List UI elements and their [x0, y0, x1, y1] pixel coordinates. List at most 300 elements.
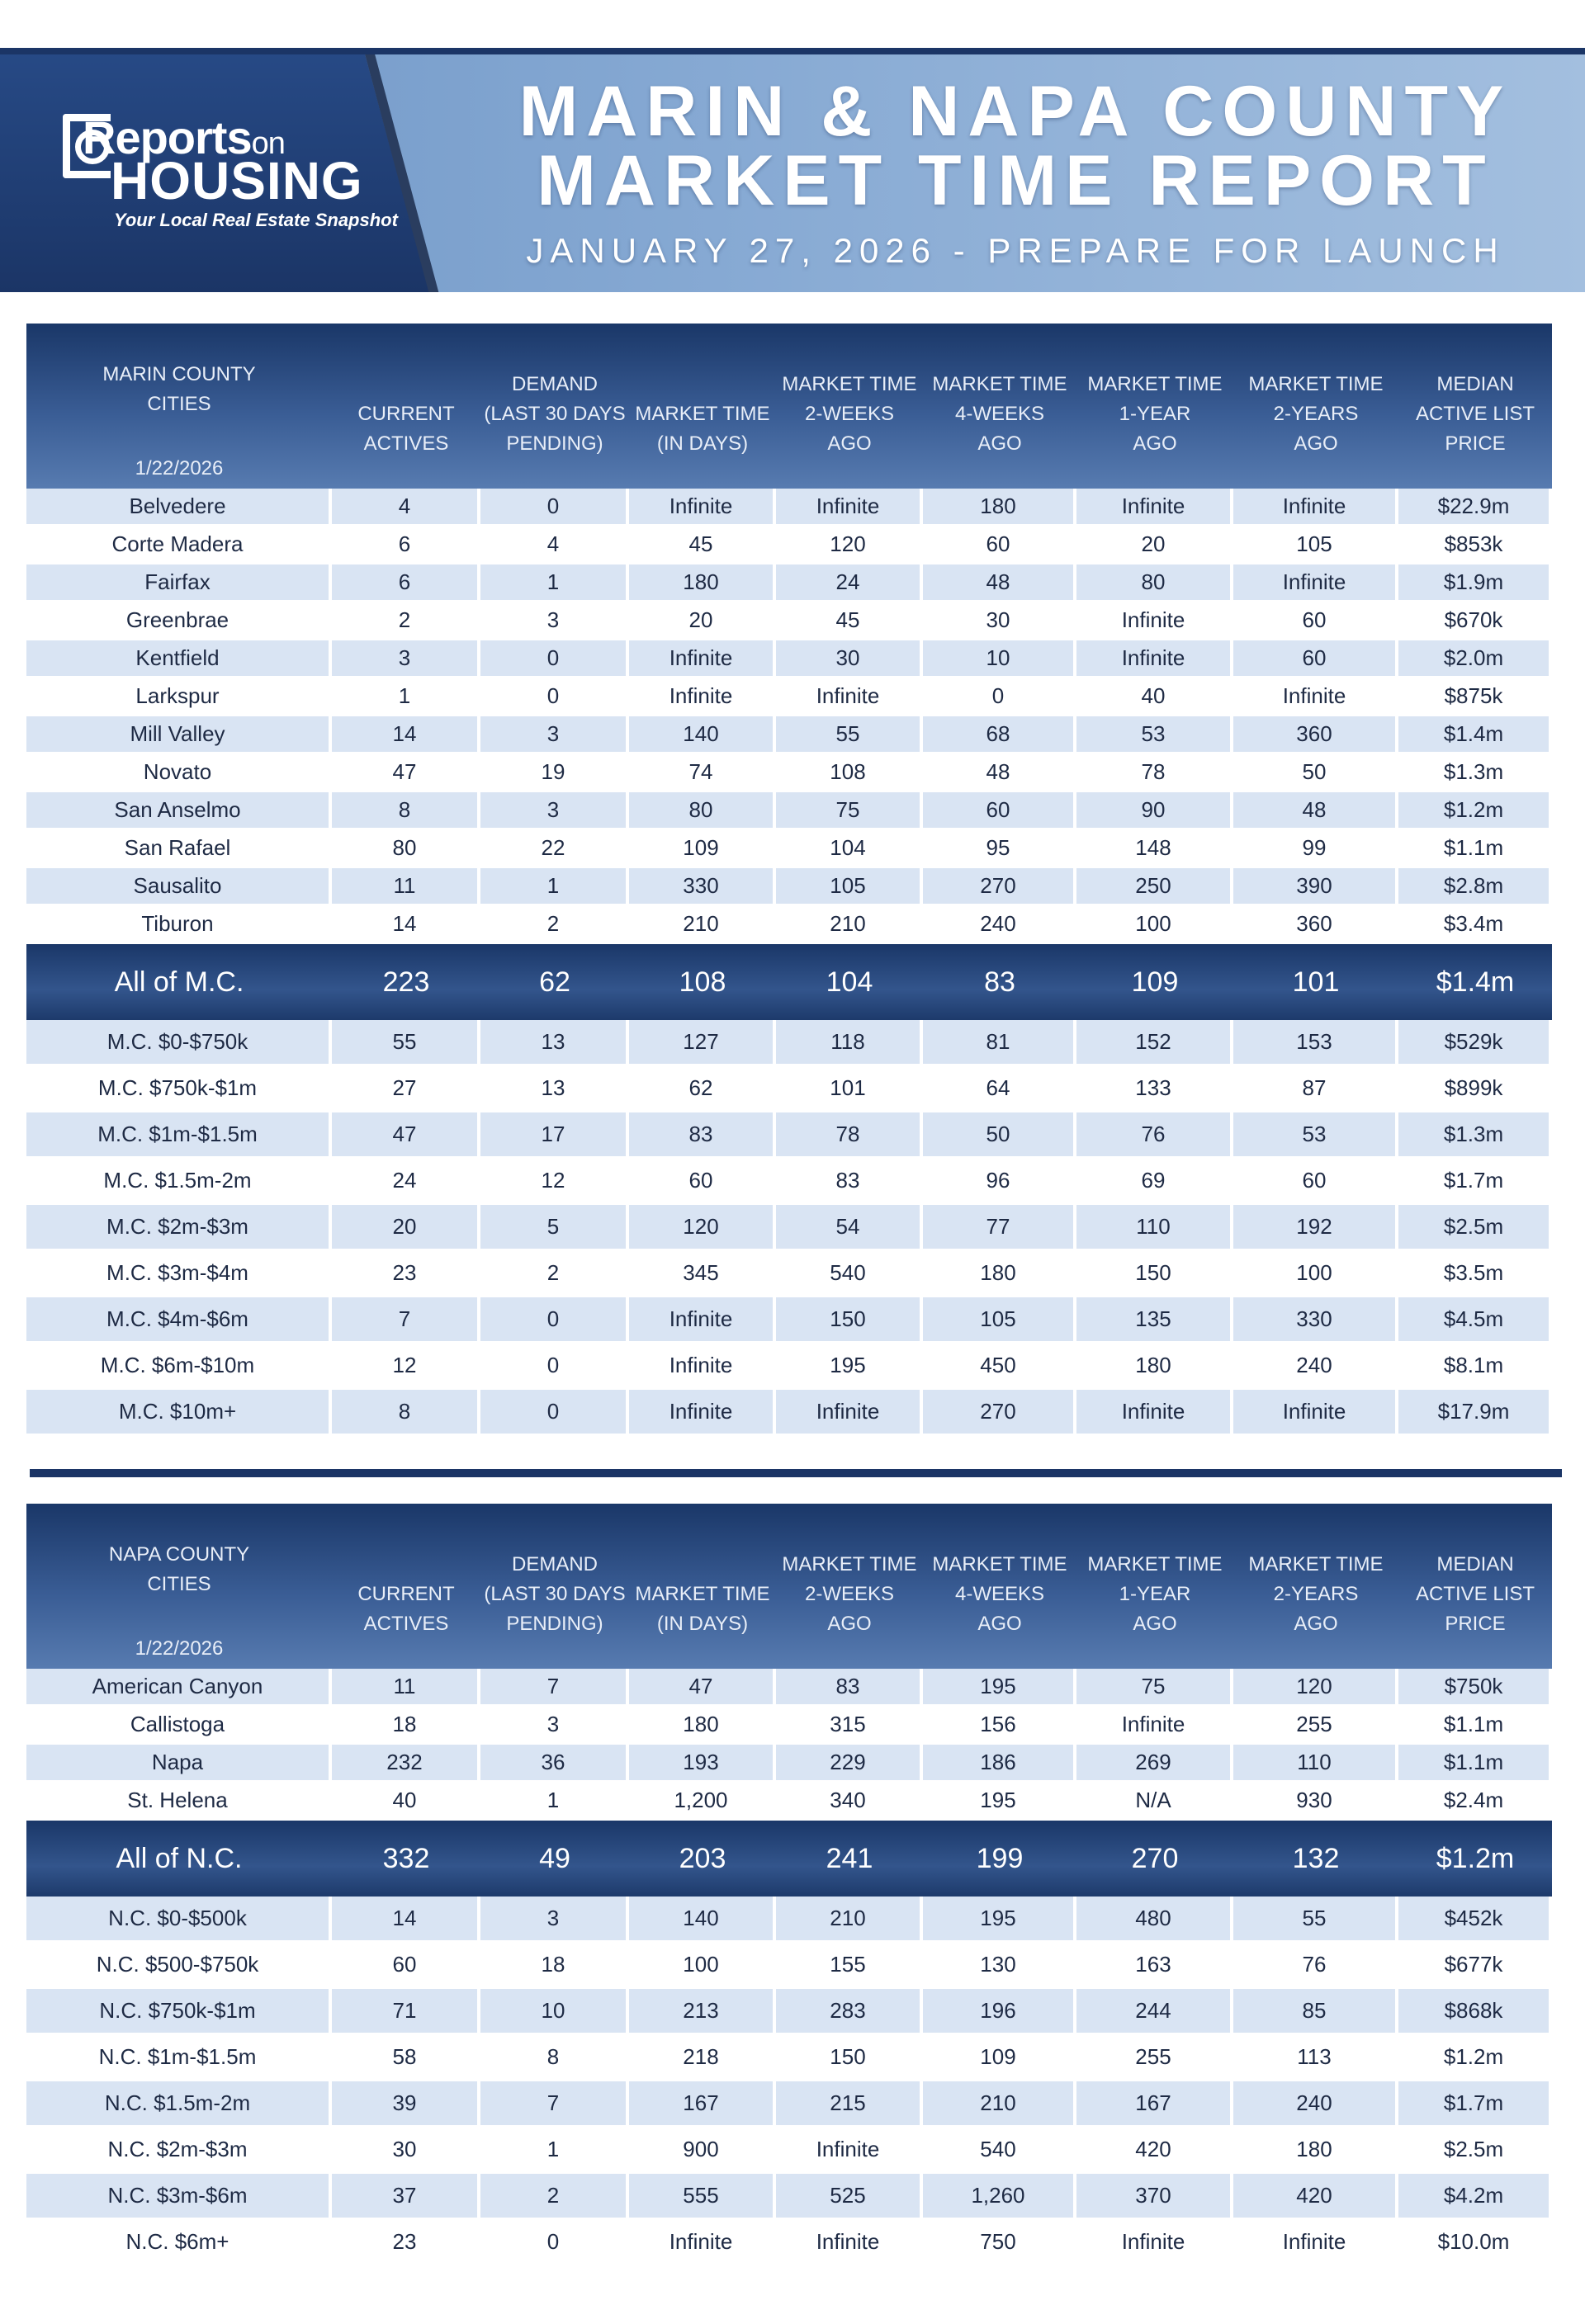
price-tier-row — [26, 1390, 1552, 1436]
cell-market-time-2-weeks: Infinite — [776, 678, 923, 716]
cell-market-time-2-years: 50 — [1233, 754, 1398, 792]
cell-median-list-price: $750k — [1398, 1669, 1552, 1707]
cell-median-list-price: $529k — [1398, 1020, 1552, 1066]
header-market-time: MARKET TIME (IN DAYS) — [635, 1583, 770, 1635]
table-row — [26, 1783, 1552, 1821]
cell-market-time-2-years: 99 — [1233, 830, 1398, 868]
cell-current-actives: 24 — [332, 1159, 480, 1205]
cell-demand: 17 — [480, 1112, 629, 1159]
cell-market-time: 100 — [629, 1943, 776, 1989]
cell-market-time-1-year: 480 — [1076, 1897, 1233, 1943]
cell-median-list-price: $1.1m — [1398, 1745, 1552, 1783]
cell-market-time-1-year: 69 — [1076, 1159, 1233, 1205]
cell-current-actives: 12 — [332, 1344, 480, 1390]
cell-median-list-price: $10.0m — [1398, 2220, 1552, 2266]
cell-market-time-4-weeks: 210 — [923, 2081, 1076, 2128]
cell-current-actives: 20 — [332, 1205, 480, 1251]
cell-current-actives: 6 — [332, 564, 480, 602]
cell-market-time-4-weeks: 95 — [923, 830, 1076, 868]
table-row — [26, 792, 1552, 830]
table-row — [26, 527, 1552, 564]
cell-current-actives: 8 — [332, 1390, 480, 1436]
cell-city: San Rafael — [26, 830, 332, 868]
cell-demand: 7 — [480, 1669, 629, 1707]
cell-market-time-2-weeks: 210 — [776, 906, 923, 944]
cell-current-actives: 30 — [332, 2128, 480, 2174]
cell-current-actives: 14 — [332, 906, 480, 944]
cell-market-time-4-weeks: 196 — [923, 1989, 1076, 2035]
cell-demand: 12 — [480, 1159, 629, 1205]
cell-market-time-2-weeks: 75 — [776, 792, 923, 830]
cell-market-time: 74 — [629, 754, 776, 792]
cell-market-time-4-weeks: 10 — [923, 640, 1076, 678]
header-date: 1/22/2026 — [135, 1637, 224, 1660]
cell-market-time: Infinite — [629, 678, 776, 716]
cell-city: San Anselmo — [26, 792, 332, 830]
total-market-time-2-years: 132 — [1292, 1842, 1340, 1874]
cell-city: Tiburon — [26, 906, 332, 944]
cell-current-actives: 3 — [332, 640, 480, 678]
cell-market-time: 330 — [629, 868, 776, 906]
cell-market-time-4-weeks: 540 — [923, 2128, 1076, 2174]
total-city: All of M.C. — [114, 966, 244, 998]
price-tier-row — [26, 1251, 1552, 1297]
cell-market-time-1-year: 269 — [1076, 1745, 1233, 1783]
cell-demand: 2 — [480, 1251, 629, 1297]
table-row — [26, 906, 1552, 944]
cell-market-time: 20 — [629, 602, 776, 640]
cell-market-time-2-years: 55 — [1233, 1897, 1398, 1943]
cell-demand: 18 — [480, 1943, 629, 1989]
table-row — [26, 868, 1552, 906]
cell-market-time-4-weeks: 60 — [923, 527, 1076, 564]
total-median-list-price: $1.4m — [1436, 966, 1515, 998]
cell-market-time-2-weeks: 150 — [776, 1297, 923, 1344]
cell-market-time-2-weeks: 229 — [776, 1745, 923, 1783]
cell-demand: 3 — [480, 602, 629, 640]
cell-market-time-4-weeks: 96 — [923, 1159, 1076, 1205]
cell-city: N.C. $1.5m-2m — [26, 2081, 332, 2128]
cell-market-time-2-years: 85 — [1233, 1989, 1398, 2035]
cell-median-list-price: $1.7m — [1398, 1159, 1552, 1205]
total-current-actives: 332 — [382, 1842, 430, 1874]
cell-market-time-2-weeks: 283 — [776, 1989, 923, 2035]
cell-market-time-2-weeks: 104 — [776, 830, 923, 868]
cell-median-list-price: $1.4m — [1398, 716, 1552, 754]
cell-demand: 5 — [480, 1205, 629, 1251]
cell-median-list-price: $3.5m — [1398, 1251, 1552, 1297]
header-market-time-2-years: MARKET TIME 2-YEARS AGO — [1248, 373, 1384, 455]
price-tier-row — [26, 1066, 1552, 1112]
cell-market-time-2-weeks: 525 — [776, 2174, 923, 2220]
cell-market-time-1-year: Infinite — [1076, 1707, 1233, 1745]
price-tier-row — [26, 2128, 1552, 2174]
header-current-actives: CURRENT ACTIVES — [357, 1583, 455, 1635]
cell-city: M.C. $750k-$1m — [26, 1066, 332, 1112]
cell-market-time-2-weeks: 315 — [776, 1707, 923, 1745]
table-row — [26, 602, 1552, 640]
cell-market-time-2-years: 60 — [1233, 1159, 1398, 1205]
total-market-time-4-weeks: 199 — [976, 1842, 1024, 1874]
total-market-time: 108 — [679, 966, 726, 998]
cell-market-time-2-years: 60 — [1233, 640, 1398, 678]
cell-market-time-2-weeks: 108 — [776, 754, 923, 792]
cell-market-time-1-year: 152 — [1076, 1020, 1233, 1066]
cell-city: Napa — [26, 1745, 332, 1783]
cell-market-time-2-years: 360 — [1233, 716, 1398, 754]
cell-demand: 4 — [480, 527, 629, 564]
cell-city: Belvedere — [26, 489, 332, 527]
price-tier-row — [26, 1943, 1552, 1989]
cell-market-time-2-years: 60 — [1233, 602, 1398, 640]
cell-market-time-2-years: 930 — [1233, 1783, 1398, 1821]
header-cities: MARIN COUNTY CITIES — [102, 363, 256, 415]
header-current-actives: CURRENT ACTIVES — [357, 403, 455, 455]
cell-market-time-1-year: 163 — [1076, 1943, 1233, 1989]
napa-table-header — [26, 1504, 1552, 1669]
cell-market-time-1-year: 167 — [1076, 2081, 1233, 2128]
cell-market-time-1-year: 135 — [1076, 1297, 1233, 1344]
cell-market-time: 213 — [629, 1989, 776, 2035]
table-row — [26, 1745, 1552, 1783]
marin-table-header — [26, 324, 1552, 489]
marin-price-tier-rows — [26, 1020, 1552, 1436]
header-market-time-1-year: MARKET TIME 1-YEAR AGO — [1087, 1553, 1223, 1635]
cell-current-actives: 6 — [332, 527, 480, 564]
cell-city: N.C. $3m-$6m — [26, 2174, 332, 2220]
cell-market-time-2-weeks: Infinite — [776, 2128, 923, 2174]
cell-current-actives: 11 — [332, 1669, 480, 1707]
cell-market-time-1-year: Infinite — [1076, 602, 1233, 640]
cell-market-time-1-year: 78 — [1076, 754, 1233, 792]
cell-current-actives: 14 — [332, 1897, 480, 1943]
cell-market-time-4-weeks: 50 — [923, 1112, 1076, 1159]
cell-city: M.C. $2m-$3m — [26, 1205, 332, 1251]
price-tier-row — [26, 1297, 1552, 1344]
cell-city: N.C. $500-$750k — [26, 1943, 332, 1989]
cell-market-time-2-weeks: 101 — [776, 1066, 923, 1112]
cell-market-time-2-years: 153 — [1233, 1020, 1398, 1066]
cell-city: Mill Valley — [26, 716, 332, 754]
cell-median-list-price: $22.9m — [1398, 489, 1552, 527]
cell-city: M.C. $1m-$1.5m — [26, 1112, 332, 1159]
cell-demand: 3 — [480, 716, 629, 754]
header-market-time-1-year: MARKET TIME 1-YEAR AGO — [1087, 373, 1223, 455]
cell-market-time-1-year: 20 — [1076, 527, 1233, 564]
cell-demand: 1 — [480, 2128, 629, 2174]
cell-market-time-2-years: 240 — [1233, 1344, 1398, 1390]
cell-market-time-2-weeks: 105 — [776, 868, 923, 906]
price-tier-row — [26, 1897, 1552, 1943]
cell-market-time-1-year: Infinite — [1076, 640, 1233, 678]
cell-median-list-price: $1.1m — [1398, 1707, 1552, 1745]
cell-median-list-price: $4.5m — [1398, 1297, 1552, 1344]
cell-market-time-2-weeks: 155 — [776, 1943, 923, 1989]
cell-market-time: 45 — [629, 527, 776, 564]
cell-median-list-price: $1.1m — [1398, 830, 1552, 868]
table-row — [26, 1707, 1552, 1745]
price-tier-row — [26, 1989, 1552, 2035]
cell-market-time-4-weeks: 195 — [923, 1669, 1076, 1707]
total-market-time-2-weeks: 104 — [826, 966, 873, 998]
total-market-time-2-years: 101 — [1292, 966, 1340, 998]
cell-demand: 36 — [480, 1745, 629, 1783]
cell-market-time-2-years: 360 — [1233, 906, 1398, 944]
cell-current-actives: 23 — [332, 2220, 480, 2266]
cell-market-time: 127 — [629, 1020, 776, 1066]
cell-city: M.C. $4m-$6m — [26, 1297, 332, 1344]
cell-city: M.C. $3m-$4m — [26, 1251, 332, 1297]
cell-market-time-2-years: Infinite — [1233, 489, 1398, 527]
cell-market-time-1-year: 150 — [1076, 1251, 1233, 1297]
cell-market-time-4-weeks: 60 — [923, 792, 1076, 830]
cell-market-time: 180 — [629, 1707, 776, 1745]
cell-city: M.C. $10m+ — [26, 1390, 332, 1436]
cell-market-time: Infinite — [629, 1297, 776, 1344]
cell-demand: 0 — [480, 640, 629, 678]
logo-text-on: on — [251, 126, 285, 161]
total-market-time: 203 — [679, 1842, 726, 1874]
cell-demand: 2 — [480, 2174, 629, 2220]
price-tier-row — [26, 2220, 1552, 2266]
cell-market-time-2-weeks: 210 — [776, 1897, 923, 1943]
cell-median-list-price: $17.9m — [1398, 1390, 1552, 1436]
cell-median-list-price: $2.4m — [1398, 1783, 1552, 1821]
napa-county-table — [26, 1504, 1552, 2266]
cell-median-list-price: $2.8m — [1398, 868, 1552, 906]
header-market-time-2-weeks: MARKET TIME 2-WEEKS AGO — [782, 1553, 917, 1635]
price-tier-row — [26, 2081, 1552, 2128]
cell-city: M.C. $6m-$10m — [26, 1344, 332, 1390]
cell-market-time-2-weeks: Infinite — [776, 1390, 923, 1436]
table-row — [26, 640, 1552, 678]
total-demand: 62 — [539, 966, 570, 998]
cell-current-actives: 11 — [332, 868, 480, 906]
cell-market-time-4-weeks: 105 — [923, 1297, 1076, 1344]
cell-city: Larkspur — [26, 678, 332, 716]
cell-market-time: 80 — [629, 792, 776, 830]
cell-current-actives: 40 — [332, 1783, 480, 1821]
cell-current-actives: 14 — [332, 716, 480, 754]
cell-market-time-2-years: 48 — [1233, 792, 1398, 830]
cell-market-time-2-years: 330 — [1233, 1297, 1398, 1344]
cell-market-time-2-years: 87 — [1233, 1066, 1398, 1112]
cell-demand: 0 — [480, 2220, 629, 2266]
header-banner — [0, 48, 1585, 292]
cell-market-time: 900 — [629, 2128, 776, 2174]
cell-current-actives: 23 — [332, 1251, 480, 1297]
cell-market-time: 1,200 — [629, 1783, 776, 1821]
price-tier-row — [26, 1205, 1552, 1251]
total-market-time-2-weeks: 241 — [826, 1842, 873, 1874]
cell-market-time: 193 — [629, 1745, 776, 1783]
total-market-time-1-year: 109 — [1131, 966, 1179, 998]
header-date: 1/22/2026 — [135, 457, 224, 479]
cell-market-time-2-years: 420 — [1233, 2174, 1398, 2220]
header-median-list-price: MEDIAN ACTIVE LIST PRICE — [1415, 1553, 1535, 1635]
cell-demand: 3 — [480, 1707, 629, 1745]
cell-current-actives: 71 — [332, 1989, 480, 2035]
cell-market-time-4-weeks: 156 — [923, 1707, 1076, 1745]
cell-median-list-price: $2.5m — [1398, 1205, 1552, 1251]
cell-market-time-2-weeks: 83 — [776, 1669, 923, 1707]
marin-total-row — [26, 944, 1552, 1020]
section-divider — [30, 1469, 1562, 1477]
cell-market-time: Infinite — [629, 1390, 776, 1436]
cell-market-time: 47 — [629, 1669, 776, 1707]
cell-city: M.C. $1.5m-2m — [26, 1159, 332, 1205]
cell-city: Callistoga — [26, 1707, 332, 1745]
cell-market-time-2-years: 76 — [1233, 1943, 1398, 1989]
cell-market-time-2-weeks: 150 — [776, 2035, 923, 2081]
cell-market-time-2-years: 255 — [1233, 1707, 1398, 1745]
cell-market-time-1-year: 370 — [1076, 2174, 1233, 2220]
cell-market-time: 83 — [629, 1112, 776, 1159]
cell-city: N.C. $6m+ — [26, 2220, 332, 2266]
cell-market-time-1-year: Infinite — [1076, 1390, 1233, 1436]
total-current-actives: 223 — [382, 966, 430, 998]
cell-demand: 8 — [480, 2035, 629, 2081]
cell-current-actives: 7 — [332, 1297, 480, 1344]
cell-median-list-price: $1.3m — [1398, 754, 1552, 792]
cell-city: N.C. $2m-$3m — [26, 2128, 332, 2174]
cell-city: Greenbrae — [26, 602, 332, 640]
cell-market-time-4-weeks: 1,260 — [923, 2174, 1076, 2220]
cell-market-time-4-weeks: 186 — [923, 1745, 1076, 1783]
cell-median-list-price: $2.0m — [1398, 640, 1552, 678]
cell-median-list-price: $1.7m — [1398, 2081, 1552, 2128]
header-market-time-4-weeks: MARKET TIME 4-WEEKS AGO — [932, 373, 1067, 455]
cell-market-time-4-weeks: 270 — [923, 868, 1076, 906]
cell-market-time-1-year: 53 — [1076, 716, 1233, 754]
napa-city-rows — [26, 1669, 1552, 1821]
cell-market-time-1-year: 133 — [1076, 1066, 1233, 1112]
price-tier-row — [26, 2035, 1552, 2081]
cell-market-time: 140 — [629, 716, 776, 754]
cell-market-time-2-weeks: 54 — [776, 1205, 923, 1251]
cell-market-time: 555 — [629, 2174, 776, 2220]
logo-tagline: Your Local Real Estate Snapshot — [114, 210, 398, 230]
cell-median-list-price: $3.4m — [1398, 906, 1552, 944]
cell-market-time-4-weeks: 48 — [923, 754, 1076, 792]
cell-market-time: 210 — [629, 906, 776, 944]
cell-median-list-price: $899k — [1398, 1066, 1552, 1112]
cell-current-actives: 47 — [332, 754, 480, 792]
cell-median-list-price: $8.1m — [1398, 1344, 1552, 1390]
cell-market-time-4-weeks: 30 — [923, 602, 1076, 640]
cell-market-time: 109 — [629, 830, 776, 868]
cell-market-time-2-weeks: Infinite — [776, 2220, 923, 2266]
cell-market-time-4-weeks: 81 — [923, 1020, 1076, 1066]
cell-market-time-4-weeks: 68 — [923, 716, 1076, 754]
cell-current-actives: 232 — [332, 1745, 480, 1783]
cell-market-time-4-weeks: 450 — [923, 1344, 1076, 1390]
cell-current-actives: 2 — [332, 602, 480, 640]
cell-demand: 0 — [480, 1390, 629, 1436]
cell-city: Sausalito — [26, 868, 332, 906]
cell-market-time-1-year: 180 — [1076, 1344, 1233, 1390]
cell-city: Corte Madera — [26, 527, 332, 564]
cell-market-time-4-weeks: 130 — [923, 1943, 1076, 1989]
cell-demand: 7 — [480, 2081, 629, 2128]
cell-city: Fairfax — [26, 564, 332, 602]
cell-current-actives: 37 — [332, 2174, 480, 2220]
cell-city: M.C. $0-$750k — [26, 1020, 332, 1066]
cell-market-time-1-year: 90 — [1076, 792, 1233, 830]
cell-market-time: 167 — [629, 2081, 776, 2128]
cell-demand: 0 — [480, 1297, 629, 1344]
cell-demand: 1 — [480, 564, 629, 602]
cell-demand: 0 — [480, 1344, 629, 1390]
cell-market-time-2-years: 53 — [1233, 1112, 1398, 1159]
total-median-list-price: $1.2m — [1436, 1842, 1515, 1874]
cell-market-time-1-year: 40 — [1076, 678, 1233, 716]
cell-median-list-price: $2.5m — [1398, 2128, 1552, 2174]
cell-market-time: 180 — [629, 564, 776, 602]
cell-current-actives: 47 — [332, 1112, 480, 1159]
table-row — [26, 716, 1552, 754]
cell-demand: 22 — [480, 830, 629, 868]
cell-market-time-2-weeks: 78 — [776, 1112, 923, 1159]
cell-city: N.C. $0-$500k — [26, 1897, 332, 1943]
cell-market-time-2-weeks: 45 — [776, 602, 923, 640]
cell-demand: 2 — [480, 906, 629, 944]
cell-market-time-2-years: Infinite — [1233, 678, 1398, 716]
cell-current-actives: 55 — [332, 1020, 480, 1066]
page-title-line-1: MARIN & NAPA COUNTY — [518, 72, 1512, 151]
cell-market-time-4-weeks: 77 — [923, 1205, 1076, 1251]
cell-market-time: 62 — [629, 1066, 776, 1112]
cell-current-actives: 4 — [332, 489, 480, 527]
cell-market-time-4-weeks: 0 — [923, 678, 1076, 716]
cell-median-list-price: $452k — [1398, 1897, 1552, 1943]
cell-city: N.C. $750k-$1m — [26, 1989, 332, 2035]
cell-demand: 13 — [480, 1020, 629, 1066]
cell-market-time-1-year: 420 — [1076, 2128, 1233, 2174]
napa-price-tier-rows — [26, 1897, 1552, 2266]
cell-market-time-1-year: 244 — [1076, 1989, 1233, 2035]
cell-market-time-2-years: 192 — [1233, 1205, 1398, 1251]
cell-current-actives: 27 — [332, 1066, 480, 1112]
cell-market-time: 140 — [629, 1897, 776, 1943]
cell-market-time-2-weeks: 30 — [776, 640, 923, 678]
cell-market-time-2-weeks: Infinite — [776, 489, 923, 527]
cell-market-time-4-weeks: 180 — [923, 489, 1076, 527]
table-row — [26, 489, 1552, 527]
logo-text-reports: Reportson — [83, 111, 285, 163]
cell-city: N.C. $1m-$1.5m — [26, 2035, 332, 2081]
price-tier-row — [26, 1344, 1552, 1390]
cell-demand: 0 — [480, 678, 629, 716]
cell-market-time: Infinite — [629, 1344, 776, 1390]
cell-market-time-2-years: 390 — [1233, 868, 1398, 906]
cell-current-actives: 60 — [332, 1943, 480, 1989]
cell-market-time-2-weeks: 340 — [776, 1783, 923, 1821]
cell-market-time: 60 — [629, 1159, 776, 1205]
cell-market-time-4-weeks: 109 — [923, 2035, 1076, 2081]
cell-current-actives: 1 — [332, 678, 480, 716]
cell-current-actives: 80 — [332, 830, 480, 868]
cell-market-time-2-years: Infinite — [1233, 1390, 1398, 1436]
cell-market-time-1-year: 255 — [1076, 2035, 1233, 2081]
cell-market-time-2-years: 110 — [1233, 1745, 1398, 1783]
cell-demand: 1 — [480, 1783, 629, 1821]
price-tier-row — [26, 1020, 1552, 1066]
cell-market-time-2-years: 105 — [1233, 527, 1398, 564]
cell-current-actives: 8 — [332, 792, 480, 830]
cell-market-time-2-weeks: 118 — [776, 1020, 923, 1066]
header-market-time-2-weeks: MARKET TIME 2-WEEKS AGO — [782, 373, 917, 455]
